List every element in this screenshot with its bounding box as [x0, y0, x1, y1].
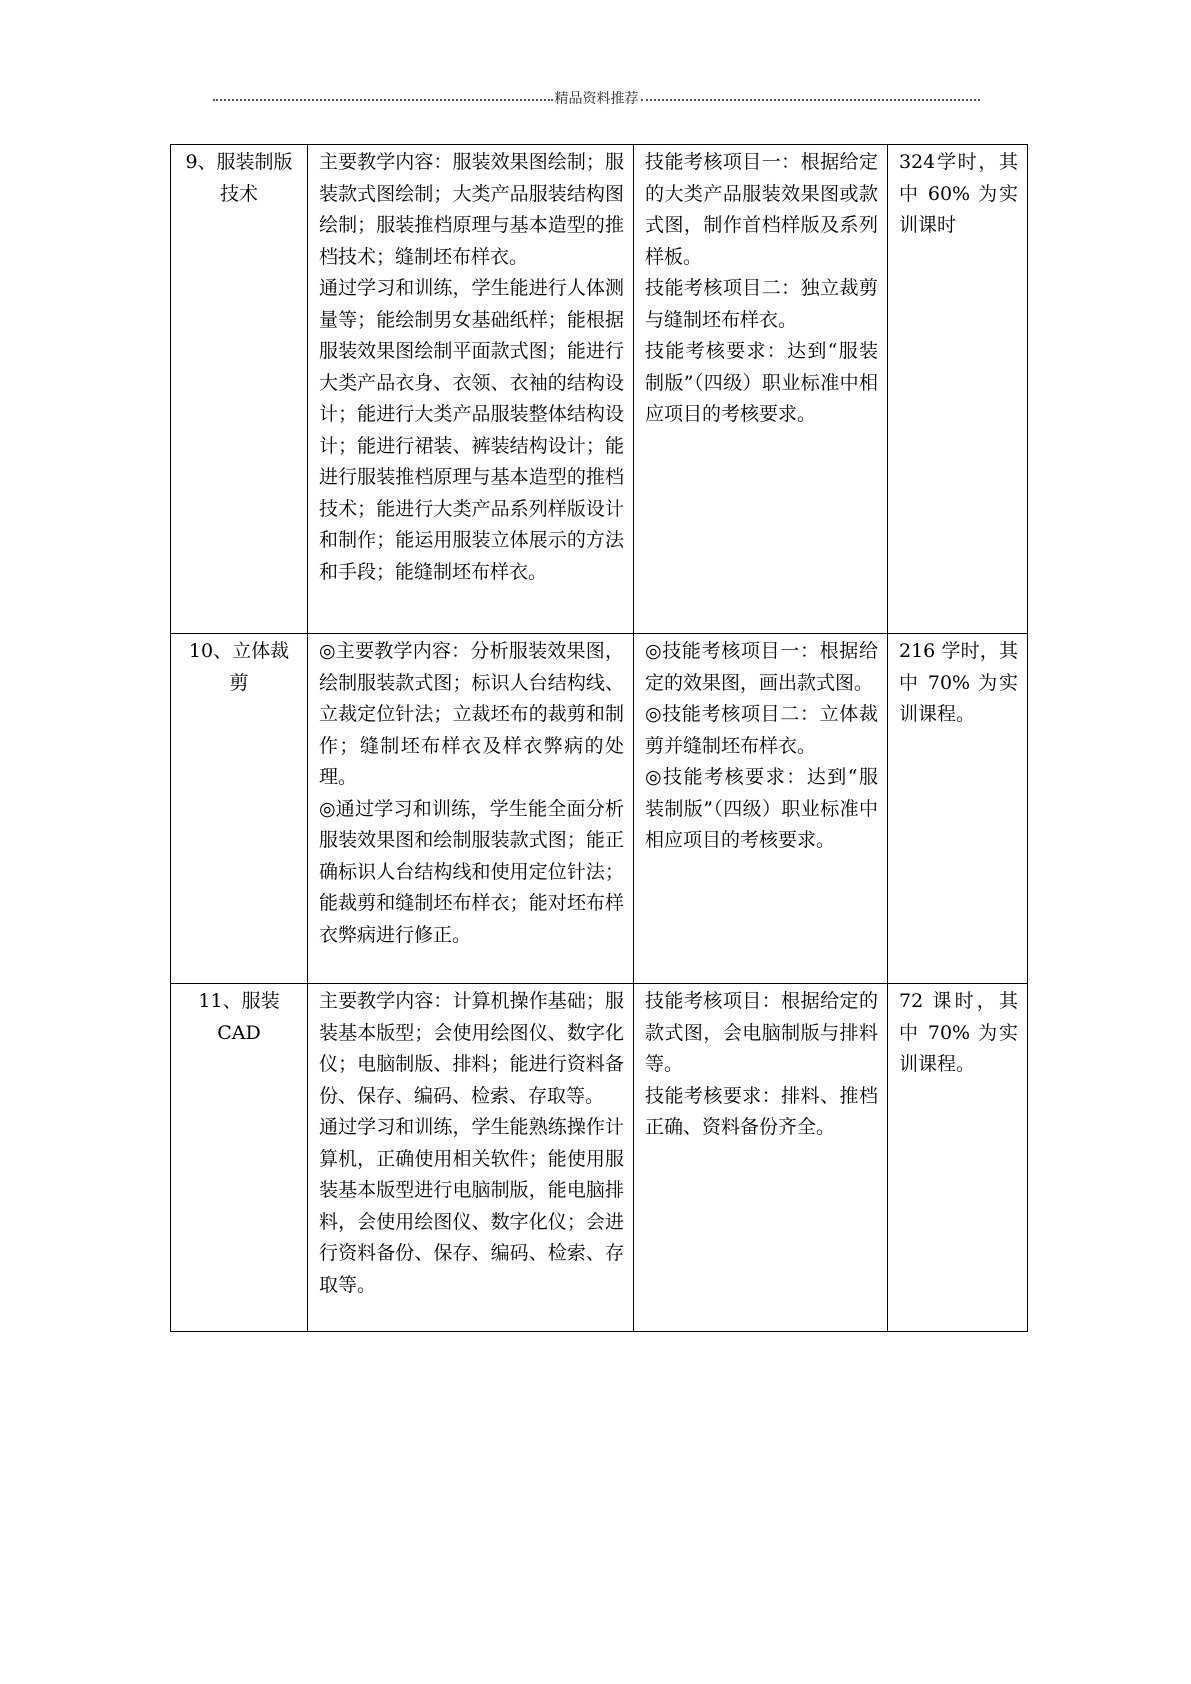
assessment-paragraph: ◎技能考核项目一：根据给定的效果图，画出款式图。 [645, 640, 878, 694]
content-paragraph: 主要教学内容：服装效果图绘制；服装款式图绘制；大类产品服装结构图绘制；服装推档原理与基本造型的推档技术；缝制坯布样衣。 [319, 151, 624, 268]
page-header [213, 88, 980, 108]
header-label: 精品资料推荐 [554, 91, 639, 107]
assessment-paragraph: 技能考核项目一：根据给定的大类产品服装效果图或款式图，制作首档样版及系列样板。 [645, 151, 878, 268]
hours-cell: 216 学时，其中 70% 为实训课程。 [888, 634, 1028, 984]
table-row [171, 634, 1028, 984]
content-paragraph: 通过学习和训练，学生能熟练操作计算机，正确使用相关软件；能使用服装基本版型进行电脑制版，能电脑排料，会使用绘图仪、数字化仪；会进行资料备份、保存、编码、检索、存取等。 [319, 1116, 624, 1296]
assessment-paragraph: ◎技能考核要求：达到“服装制版”（四级）职业标准中相应项目的考核要求。 [645, 766, 878, 851]
header-dots-left [213, 99, 553, 101]
table-row [171, 145, 1028, 634]
course-content-cell [308, 145, 634, 634]
course-name-cell: 9、服装制版技术 [171, 145, 308, 634]
assessment-cell [634, 984, 888, 1332]
assessment-paragraph: 技能考核项目二：独立裁剪与缝制坯布样衣。 [645, 277, 878, 331]
course-content-cell [308, 634, 634, 984]
assessment-paragraph: 技能考核项目：根据给定的款式图，会电脑制版与排料等。 [645, 990, 878, 1075]
content-paragraph: ◎主要教学内容：分析服装效果图，绘制服装款式图；标识人台结构线、立裁定位针法；立裁坯布的裁剪和制作；缝制坯布样衣及样衣弊病的处理。 [319, 640, 624, 788]
hours-cell: 324学时，其中 60% 为实训课时 [888, 145, 1028, 634]
assessment-paragraph: 技能考核要求：排料、推档正确、资料备份齐全。 [645, 1084, 878, 1138]
course-name-cell: 11、服装CAD [171, 984, 308, 1332]
content-paragraph: 通过学习和训练，学生能进行人体测量等；能绘制男女基础纸样；能根据服装效果图绘制平面款式图；能进行大类产品衣身、衣领、衣袖的结构设计；能进行大类产品服装整体结构设计；能进行裙装、裤装结构设计；能进行服装推档原理与基本造型的推档技术；能进行大类产品系列样版设计和制作；能运用服装立体展示的方法和手段；能缝制坯布样衣。 [319, 277, 624, 583]
course-content-cell [308, 984, 634, 1332]
hours-cell: 72 课时，其中 70% 为实训课程。 [888, 984, 1028, 1332]
course-name-cell: 10、立体裁剪 [171, 634, 308, 984]
assessment-paragraph: 技能考核要求：达到“服装制版”（四级）职业标准中相应项目的考核要求。 [645, 340, 878, 425]
header-dots-right [641, 99, 981, 101]
content-paragraph: 主要教学内容：计算机操作基础；服装基本版型；会使用绘图仪、数字化仪；电脑制版、排料；能进行资料备份、保存、编码、检索、存取等。 [319, 990, 624, 1107]
content-paragraph: ◎通过学习和训练，学生能全面分析服装效果图和绘制服装款式图；能正确标识人台结构线和使用定位针法；能裁剪和缝制坯布样衣；能对坯布样衣弊病进行修正。 [319, 797, 624, 946]
table-row [171, 984, 1028, 1332]
assessment-cell [634, 145, 888, 634]
curriculum-table [170, 144, 1028, 1332]
assessment-cell [634, 634, 888, 984]
assessment-paragraph: ◎技能考核项目二：立体裁剪并缝制坯布样衣。 [645, 703, 878, 757]
